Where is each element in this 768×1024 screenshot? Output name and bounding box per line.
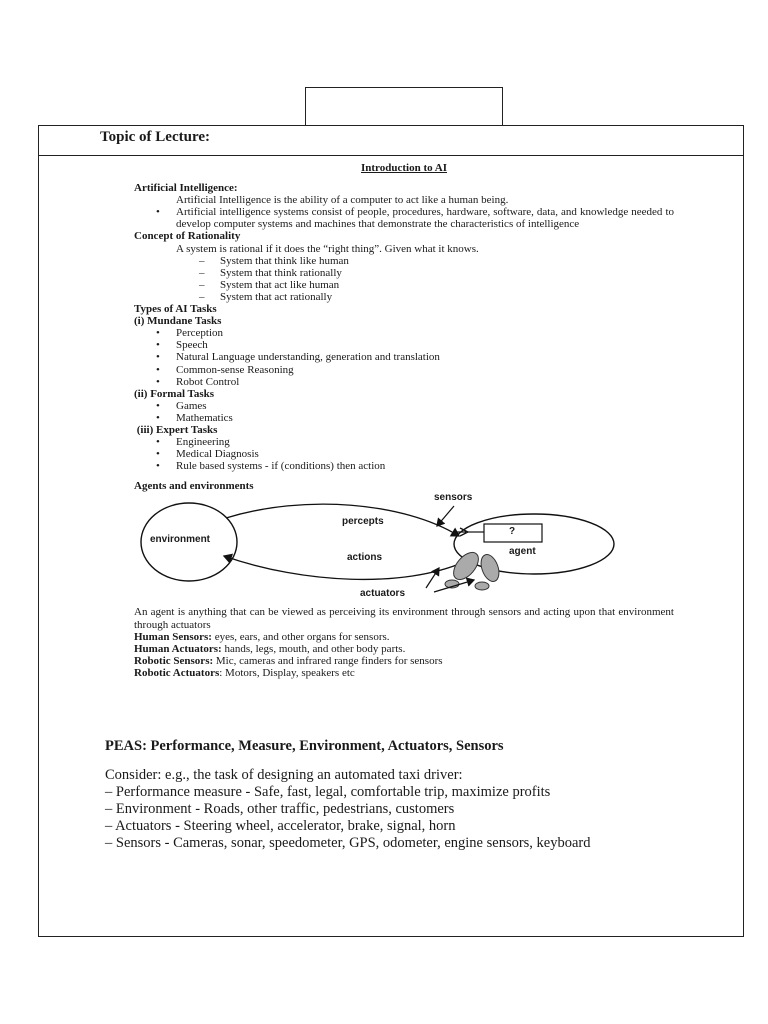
robotic-actuators-text: : Motors, Display, speakers etc: [219, 666, 355, 679]
agent-foot-right: [475, 582, 489, 590]
actuators-pointer-left: [426, 568, 439, 588]
mundane-item: • Common-sense Reasoning: [134, 364, 674, 376]
agent-ellipse: [454, 514, 614, 574]
peas-item: – Performance measure - Safe, fast, legal, comfortable trip, maximize profits: [105, 784, 551, 800]
sensors-pointer: [437, 506, 454, 526]
rationality-item: – System that act like human: [134, 279, 674, 291]
topic-label: Topic of Lecture:: [100, 129, 210, 145]
peas-item: – Sensors - Cameras, sonar, speedometer, GPS, odometer, engine sensors, keyboard: [105, 835, 591, 851]
actions-arrow: [224, 556, 464, 579]
percepts-label: percepts: [342, 516, 384, 528]
expert-heading: (iii) Expert Tasks: [134, 423, 218, 436]
robotic-sensors-line: [134, 655, 674, 667]
formal-heading: (ii) Formal Tasks: [134, 387, 215, 400]
robotic-sensors-text: Mic, cameras and infrared range finders for sensors: [213, 654, 443, 667]
agents-heading: Agents and environments: [134, 480, 254, 493]
human-actuators-label: Human Actuators:: [134, 642, 222, 655]
mundane-item: • Perception: [134, 327, 674, 339]
expert-item: • Engineering: [134, 436, 674, 448]
mundane-heading: (i) Mundane Tasks: [134, 315, 222, 328]
human-sensors-line: [134, 631, 674, 643]
expert-item: • Medical Diagnosis: [134, 448, 674, 460]
rationality-item: – System that act rationally: [134, 291, 674, 303]
agent-environment-diagram: [134, 492, 674, 604]
rationality-heading: Concept of Rationality: [134, 230, 241, 243]
tasks-heading: Types of AI Tasks: [134, 303, 217, 316]
peas-title: PEAS: Performance, Measure, Environment, Actuators, Sensors: [105, 738, 504, 754]
human-sensors-label: Human Sensors:: [134, 630, 212, 643]
human-sensors-text: eyes, ears, and other organs for sensors.: [211, 630, 390, 643]
actions-label: actions: [347, 552, 383, 564]
ai-definition: Artificial Intelligence is the ability of a computer to act like a human being.: [176, 194, 509, 207]
unknown-label: ?: [509, 526, 516, 538]
peas-consider: Consider: e.g., the task of designing an automated taxi driver:: [105, 767, 463, 783]
agent-definition: An agent is anything that can be viewed as perceiving its environment through sensors and acting upon that environment through actuators: [134, 606, 674, 631]
agent-leg-right: [478, 553, 503, 585]
human-actuators-text: hands, legs, mouth, and other body parts.: [221, 642, 406, 655]
lecture-title: Introduction to AI: [361, 162, 447, 174]
robotic-sensors-label: Robotic Sensors:: [134, 654, 214, 667]
lecture-frame: [38, 125, 744, 937]
rationality-item: – System that think like human: [134, 255, 674, 267]
robotic-actuators-line: [134, 667, 674, 679]
actuators-label: actuators: [360, 588, 406, 600]
mundane-item: • Speech: [134, 339, 674, 351]
sensors-label: sensors: [434, 492, 473, 504]
rationality-definition: A system is rational if it does the “right thing”. Given what it knows.: [176, 242, 479, 255]
expert-item: • Rule based systems - if (conditions) then action: [134, 460, 674, 472]
peas-section: [105, 738, 725, 852]
rationality-item: – System that think rationally: [134, 267, 674, 279]
peas-item: – Environment - Roads, other traffic, pedestrians, customers: [105, 801, 455, 817]
mundane-item: • Natural Language understanding, generation and translation: [134, 351, 674, 363]
formal-item: • Mathematics: [134, 412, 674, 424]
environment-label: environment: [150, 534, 211, 546]
agent-label: agent: [509, 546, 536, 558]
lecture-content: [134, 162, 674, 679]
ai-bullet: • Artificial intelligence systems consist of people, procedures, hardware, software, data, and knowledge needed to develop computer systems and machines that demonstrate the characteristics of intelligence: [134, 206, 674, 230]
header-tab-box: [305, 87, 503, 125]
peas-item: – Actuators - Steering wheel, accelerator, brake, signal, horn: [105, 818, 456, 834]
mundane-item: • Robot Control: [134, 376, 674, 388]
robotic-actuators-label: Robotic Actuators: [134, 666, 220, 679]
formal-item: • Games: [134, 400, 674, 412]
human-actuators-line: [134, 643, 674, 655]
ai-heading: Artificial Intelligence:: [134, 182, 238, 195]
topic-row: [39, 126, 743, 156]
